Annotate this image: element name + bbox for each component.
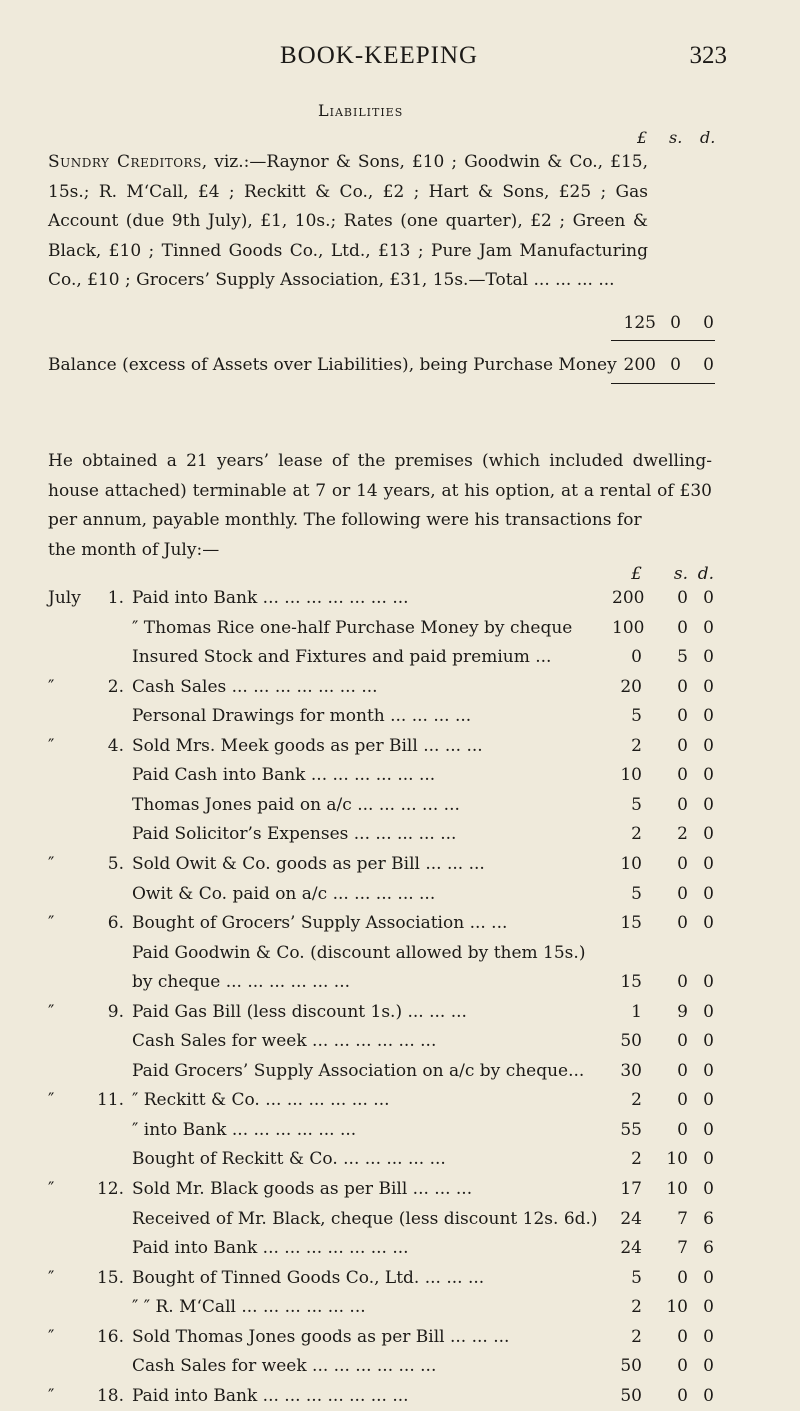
- transaction-month: ″: [48, 1090, 55, 1111]
- transaction-month: ″: [48, 853, 55, 874]
- transaction-shillings: 0: [677, 588, 688, 608]
- transaction-shillings: 0: [677, 1060, 688, 1081]
- transaction-row: [0, 1145, 800, 1174]
- pounds-column-head: £: [637, 128, 648, 147]
- transaction-description: Sold Mr. Black goods as per Bill ... ... ...: [132, 1179, 473, 1199]
- ledger-shillings-head: s.: [673, 564, 688, 584]
- transaction-row: [0, 643, 800, 672]
- transaction-pence: 0: [703, 1149, 714, 1170]
- transaction-day: 12.: [96, 1179, 124, 1199]
- transaction-day: 15.: [96, 1267, 124, 1288]
- transaction-pounds: 50: [620, 1356, 642, 1377]
- transaction-row: [0, 1175, 800, 1204]
- transaction-description: Paid Cash into Bank ... ... ... ... ... ...: [132, 765, 436, 786]
- transaction-row: [0, 909, 800, 938]
- transaction-description: Paid Solicitor’s Expenses ... ... ... ... ...: [132, 824, 457, 845]
- transaction-pence: 0: [703, 1297, 714, 1318]
- balance-rule: [611, 383, 715, 384]
- ledger-pence-head: d.: [697, 564, 714, 584]
- intro-text: He obtained a 21 years’ lease of the premises (which included dwelling-house attached) terminable at 7 or 14 years, at his option, at a rental of £30 per annum, payable monthly. The following were his transactions for: [48, 451, 712, 530]
- sundry-creditors-text: , viz.:—Raynor & Sons, £10 ; Goodwin & Co., £15, 15s.; R. M‘Call, £4 ; Reckitt & Co., £2 ; Hart & Sons, £25 ; Gas Account (due 9th July), £1, 10s.; Rates (one quarter), £2 ; Green & Black, £10 ; Tinned Goods Co., Ltd., £13 ; Pure Jam Manufacturing Co., £10 ; Grocers’ Supply Association, £31, 15s.—Total ... ... ... ...: [48, 152, 648, 290]
- transaction-day: 5.: [107, 853, 124, 874]
- transaction-pounds: 30: [620, 1060, 642, 1081]
- transaction-description: Sold Mrs. Meek goods as per Bill ... ... ...: [132, 735, 483, 756]
- transaction-description: Bought of Reckitt & Co. ... ... ... ... ...: [132, 1149, 446, 1170]
- transaction-shillings: 0: [677, 706, 688, 727]
- transaction-pence: 0: [703, 1001, 714, 1022]
- transaction-row: [0, 702, 800, 731]
- transaction-pounds: 55: [620, 1119, 642, 1140]
- balance-line: [0, 351, 800, 381]
- transaction-pounds: 10: [620, 765, 642, 786]
- transaction-pounds: 2: [631, 1297, 642, 1318]
- transaction-pounds: 2: [631, 1149, 642, 1170]
- transaction-pence: 0: [703, 913, 714, 934]
- pence-column-head: d.: [700, 128, 716, 147]
- transaction-pence: 0: [703, 735, 714, 756]
- transaction-pounds: 2: [631, 735, 642, 756]
- transaction-pounds: 1: [631, 1001, 642, 1022]
- intro-paragraph: [48, 447, 712, 565]
- transaction-description: Cash Sales ... ... ... ... ... ... ...: [132, 676, 378, 697]
- transaction-month: July: [48, 588, 81, 608]
- total-shillings: 0: [670, 313, 681, 333]
- transaction-pence: 0: [703, 1385, 714, 1406]
- transaction-pounds: 200: [612, 588, 645, 608]
- transaction-row: [0, 732, 800, 761]
- transaction-shillings: 2: [677, 824, 688, 845]
- transaction-shillings: 0: [677, 735, 688, 756]
- transaction-description: Paid into Bank ... ... ... ... ... ... ...: [132, 1238, 409, 1259]
- transaction-pounds: 5: [631, 706, 642, 727]
- transaction-row: [0, 1116, 800, 1145]
- transaction-pence: 0: [703, 617, 714, 638]
- transaction-pence: 0: [703, 676, 714, 697]
- transaction-pence: 6: [703, 1238, 714, 1259]
- transaction-row: [0, 1086, 800, 1115]
- transaction-row: [0, 761, 800, 790]
- transaction-pounds: 2: [631, 1090, 642, 1111]
- transaction-shillings: 0: [677, 1090, 688, 1111]
- transaction-month: ″: [48, 1267, 55, 1288]
- transaction-row: [0, 1205, 800, 1234]
- transaction-description: Insured Stock and Fixtures and paid premium ...: [132, 647, 552, 668]
- transaction-description: Owit & Co. paid on a/c ... ... ... ... ...: [132, 883, 436, 904]
- transaction-description: Paid Goodwin & Co. (discount allowed by them 15s.): [132, 942, 586, 963]
- balance-pence: 0: [703, 355, 714, 375]
- transaction-pence: 6: [703, 1208, 714, 1229]
- transaction-pounds: 5: [631, 794, 642, 815]
- transaction-shillings: 0: [677, 676, 688, 697]
- balance-shillings: 0: [670, 355, 681, 375]
- transaction-row: [0, 1264, 800, 1293]
- transaction-pence: 0: [703, 1031, 714, 1052]
- transaction-month: ″: [48, 1001, 55, 1022]
- transaction-pounds: 5: [631, 883, 642, 904]
- transaction-pence: 0: [703, 824, 714, 845]
- transaction-month: ″: [48, 735, 55, 756]
- transaction-description: Cash Sales for week ... ... ... ... ... ...: [132, 1031, 437, 1052]
- transaction-pounds: 50: [620, 1031, 642, 1052]
- running-title: BOOK-KEEPING: [280, 42, 479, 69]
- sundry-creditors-paragraph: [48, 148, 648, 296]
- transaction-pence: 0: [703, 1090, 714, 1111]
- transaction-shillings: 0: [677, 1031, 688, 1052]
- transaction-row: [0, 1293, 800, 1322]
- transaction-pounds: 20: [620, 676, 642, 697]
- transaction-pounds: 5: [631, 1267, 642, 1288]
- transaction-day: 2.: [107, 676, 124, 697]
- transaction-pounds: 10: [620, 853, 642, 874]
- transaction-row: [0, 1352, 800, 1381]
- transaction-pence: 0: [703, 794, 714, 815]
- transaction-shillings: 7: [677, 1208, 688, 1229]
- transaction-description: Bought of Tinned Goods Co., Ltd. ... ... ...: [132, 1267, 485, 1288]
- transaction-row: [0, 968, 800, 997]
- transaction-shillings: 0: [677, 853, 688, 874]
- transaction-shillings: 0: [677, 617, 688, 638]
- transaction-pounds: 24: [620, 1238, 642, 1259]
- transaction-description: Sold Owit & Co. goods as per Bill ... ... ...: [132, 853, 485, 874]
- transaction-description: by cheque ... ... ... ... ... ...: [132, 972, 351, 993]
- transaction-shillings: 0: [677, 1326, 688, 1347]
- transaction-shillings: 5: [677, 647, 688, 668]
- transaction-pounds: 2: [631, 1326, 642, 1347]
- transaction-month: ″: [48, 1326, 55, 1347]
- transaction-row: [0, 1234, 800, 1263]
- transaction-shillings: 0: [677, 765, 688, 786]
- transaction-pence: 0: [703, 1356, 714, 1377]
- total-rule: [611, 340, 715, 341]
- transaction-pence: 0: [703, 1060, 714, 1081]
- transaction-pounds: 100: [612, 617, 645, 638]
- transaction-day: 16.: [96, 1326, 124, 1347]
- transaction-description: Thomas Jones paid on a/c ... ... ... ... ...: [132, 794, 460, 815]
- transaction-pounds: 0: [631, 647, 642, 668]
- transaction-day: 18.: [96, 1385, 124, 1406]
- transaction-shillings: 0: [677, 794, 688, 815]
- transaction-description: ″ into Bank ... ... ... ... ... ...: [132, 1119, 357, 1140]
- liabilities-heading: Liabilities: [318, 101, 404, 120]
- transaction-day: 1.: [107, 588, 124, 608]
- total-pounds: 125: [623, 313, 656, 333]
- ledger-pounds-head: £: [631, 564, 642, 584]
- transaction-pence: 0: [703, 1119, 714, 1140]
- intro-text-end: the month of July:—: [48, 539, 220, 560]
- transaction-shillings: 10: [666, 1179, 688, 1199]
- transaction-shillings: 0: [677, 1385, 688, 1406]
- transaction-shillings: 9: [677, 1001, 688, 1022]
- transaction-pence: 0: [703, 647, 714, 668]
- transaction-row: [0, 1382, 800, 1411]
- transaction-month: ″: [48, 913, 55, 934]
- transaction-description: ″ Reckitt & Co. ... ... ... ... ... ...: [132, 1090, 390, 1111]
- transaction-day: 9.: [107, 1001, 124, 1022]
- transaction-day: 4.: [107, 735, 124, 756]
- transaction-description: ″ Thomas Rice one-half Purchase Money by cheque: [132, 617, 573, 638]
- transaction-description: Cash Sales for week ... ... ... ... ... ...: [132, 1356, 437, 1377]
- transaction-pounds: 50: [620, 1385, 642, 1406]
- transaction-shillings: 0: [677, 1119, 688, 1140]
- transaction-description: ″ ″ R. M‘Call ... ... ... ... ... ...: [132, 1297, 366, 1318]
- transaction-row: [0, 791, 800, 820]
- transaction-pence: 0: [703, 972, 714, 993]
- transaction-pounds: 2: [631, 824, 642, 845]
- transaction-month: ″: [48, 676, 55, 697]
- transaction-row: [0, 584, 800, 613]
- transaction-shillings: 10: [666, 1297, 688, 1318]
- transaction-row: [0, 880, 800, 909]
- transaction-row: [0, 998, 800, 1027]
- transaction-row: [0, 1027, 800, 1056]
- transaction-pence: 0: [703, 883, 714, 904]
- transaction-row: [0, 1323, 800, 1352]
- transaction-shillings: 0: [677, 972, 688, 993]
- transaction-shillings: 10: [666, 1149, 688, 1170]
- transaction-pence: 0: [703, 765, 714, 786]
- transaction-pounds: 15: [620, 972, 642, 993]
- transaction-description: Bought of Grocers’ Supply Association ... ...: [132, 913, 508, 934]
- balance-text: Balance (excess of Assets over Liabilities), being Purchase Money: [48, 355, 617, 375]
- transaction-pence: 0: [703, 853, 714, 874]
- shillings-column-head: s.: [669, 128, 683, 147]
- transaction-description: Paid into Bank ... ... ... ... ... ... ...: [132, 588, 409, 608]
- transaction-pounds: 24: [620, 1208, 642, 1229]
- transaction-shillings: 0: [677, 883, 688, 904]
- transaction-shillings: 0: [677, 913, 688, 934]
- sundry-creditors-label: Sundry Creditors: [48, 152, 202, 172]
- transaction-row: [0, 939, 800, 968]
- transaction-month: ″: [48, 1385, 55, 1406]
- transaction-pence: 0: [703, 1326, 714, 1347]
- total-pence: 0: [703, 313, 714, 333]
- page-number: 323: [689, 42, 727, 69]
- transaction-row: [0, 614, 800, 643]
- transaction-shillings: 7: [677, 1238, 688, 1259]
- transaction-pence: 0: [703, 1179, 714, 1199]
- transaction-pence: 0: [703, 588, 714, 608]
- transaction-row: [0, 1057, 800, 1086]
- transaction-row: [0, 820, 800, 849]
- transaction-description: Sold Thomas Jones goods as per Bill ... ... ...: [132, 1326, 510, 1347]
- transaction-pounds: 17: [620, 1179, 642, 1199]
- transaction-description: Paid Gas Bill (less discount 1s.) ... ... ...: [132, 1001, 467, 1022]
- transaction-shillings: 0: [677, 1356, 688, 1377]
- transaction-row: [0, 850, 800, 879]
- transaction-day: 11.: [96, 1090, 124, 1111]
- creditors-total: [0, 309, 800, 339]
- transaction-pounds: 15: [620, 913, 642, 934]
- transaction-description: Personal Drawings for month ... ... ... ...: [132, 706, 472, 727]
- transaction-description: Paid into Bank ... ... ... ... ... ... ...: [132, 1385, 409, 1406]
- transaction-row: [0, 673, 800, 702]
- transaction-day: 6.: [107, 913, 124, 934]
- transaction-description: Received of Mr. Black, cheque (less discount 12s. 6d.): [132, 1208, 598, 1229]
- transaction-pence: 0: [703, 706, 714, 727]
- transaction-month: ″: [48, 1179, 55, 1199]
- balance-pounds: 200: [623, 355, 656, 375]
- transaction-shillings: 0: [677, 1267, 688, 1288]
- transaction-description: Paid Grocers’ Supply Association on a/c by cheque...: [132, 1060, 585, 1081]
- transaction-pence: 0: [703, 1267, 714, 1288]
